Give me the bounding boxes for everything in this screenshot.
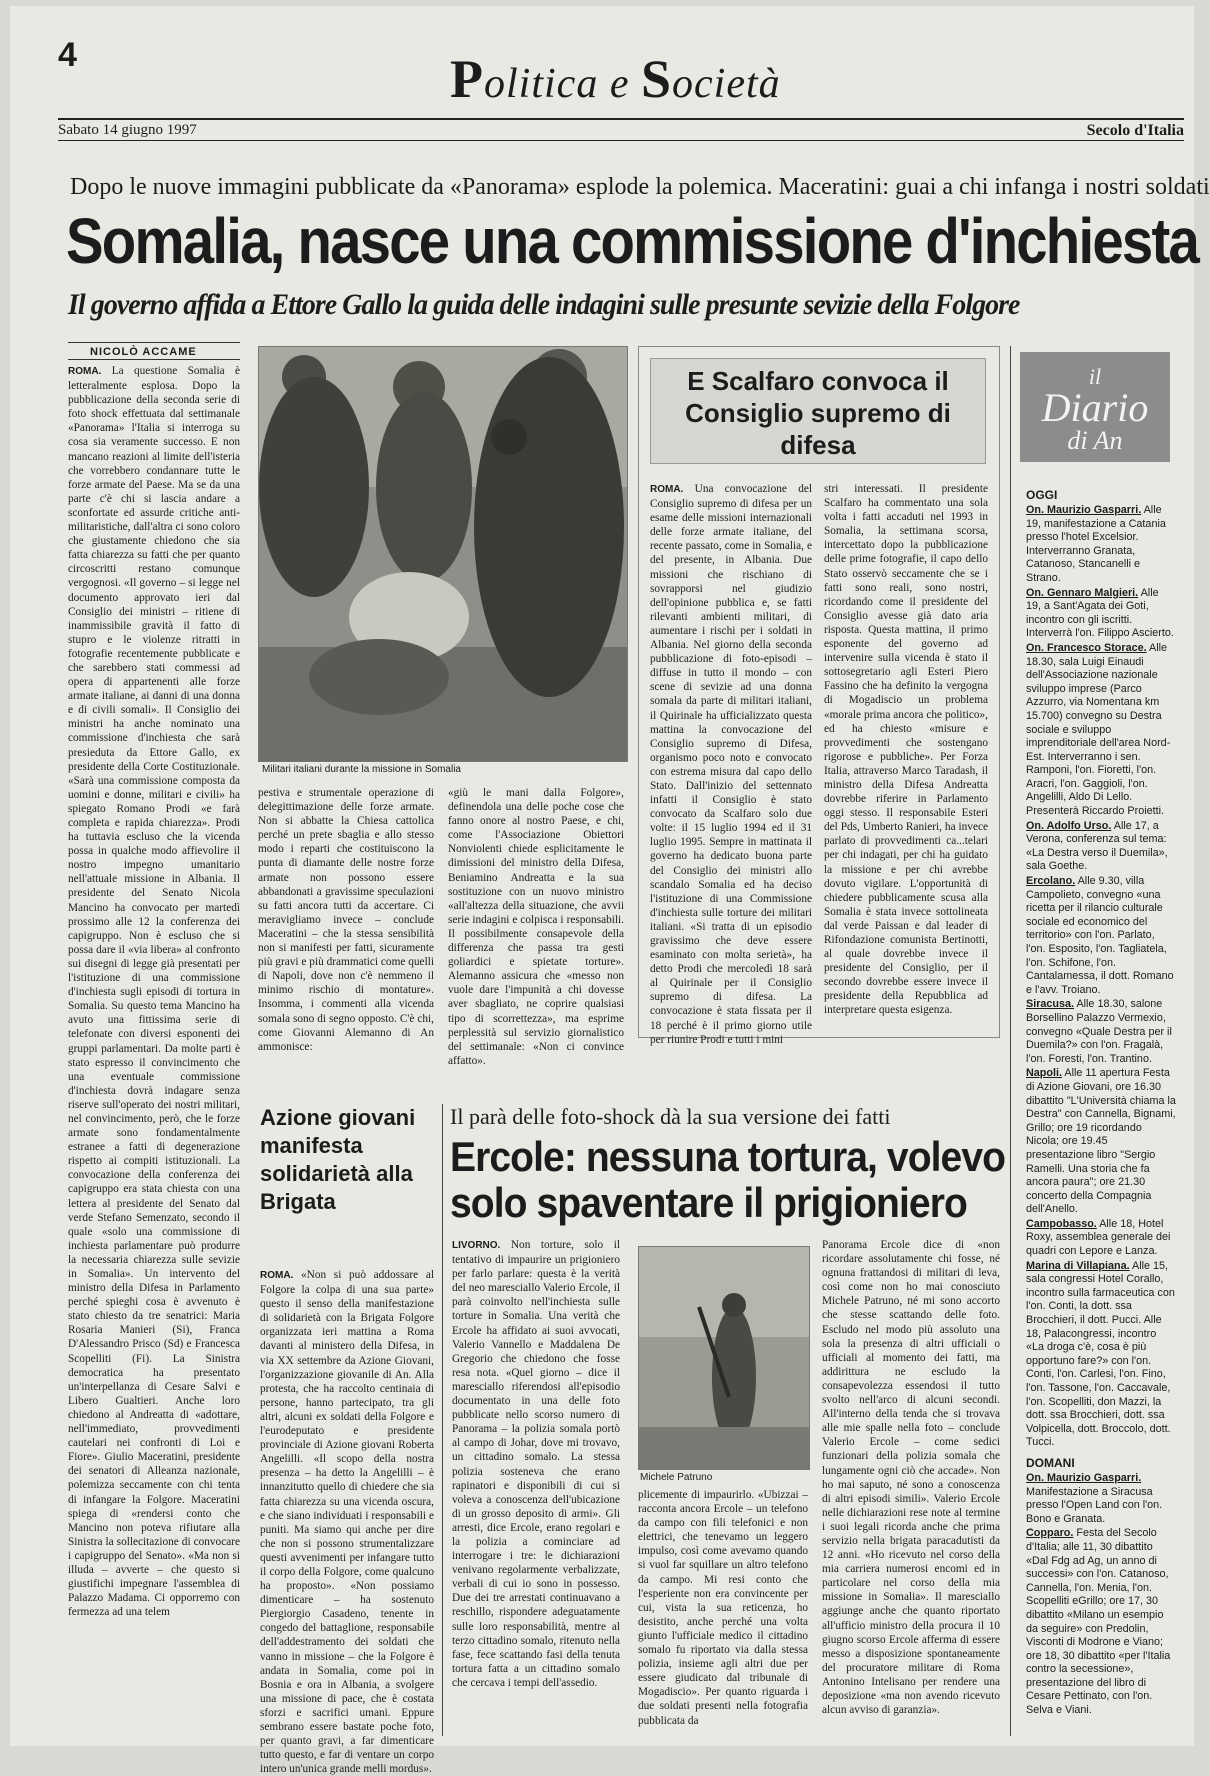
lead-column-1 [68,364,240,1740]
newspaper-page [10,6,1210,1776]
diario-event-text: Alle 15, sala congressi Hotel Corallo, incontro sulla farmaceutica con l'on. Conti, la dott. ssa Brocchieri, il dott. Pucci. Alle 18, Palacongressi, incontro «La droga c'è, cosa è più opportuno fare?» con l'on. Conti, l'on. Carlesi, l'on. Fino, l'on. Tassone, l'on. Caccavale, l'on. Scopelliti, don Mazzi, la dott. ssa Brocchieri, dott. ssa Volpicella, dott. Broccolo, dott. Tucci. [1026,1259,1175,1449]
byline: NICOLÒ ACCAME [90,346,197,358]
diario-event-text: Alle 19, manifestazione a Catania presso l'hotel Excelsior. Interverranno Granata, Catanoso, Stancanelli e Strano. [1026,504,1166,584]
ercole-headline [450,1134,1005,1226]
diario-logo-line-2: Diario [1041,385,1149,430]
ercole-dateline: LIVORNO. [452,1240,501,1251]
diario-event [1026,1527,1176,1717]
diario-event-text: Alle 18.30, sala Luigi Einaudi dell'Associazione nazionale sviluppo imprese (Parco Azzurro, via Nomentana km 15.700) convegno su Destra sociale e sviluppo imprenditoriale dell'area Nord-Est. Interverranno i sen. Ramponi, l'on. Fioretti, l'on. Aracri, l'on. Gaggioli, l'on. Angelilli, Aldo Di Lello. Presenterà Riccardo Proietti. [1026,641,1171,818]
section-title-part-1: olitica e [484,61,641,107]
lead-headline: Somalia, nasce una commissione d'inchiesta [66,205,1199,277]
diario-event-text: Festa del Secolo d'Italia; alle 11, 30 dibattito «Dal Fdg ad Ag, un anno di successi» con l'on. Catanoso, Cannella, l'on. Menia, l'on. Scopelliti eGrillo; ore 17, 30 dibattito «Milano un esempio da seguire» con Predolin, Visconti di Modrone e Viano; ore 18, 30 dibattito «per l'Italia contro la secessione», presentazione del libro di Cesare Pettinato, con l'on. Selva e Viani. [1026,1527,1171,1717]
scalfaro-column-1 [650,482,812,1046]
lead-column-3 [448,786,624,1080]
diario-event [1026,820,1176,874]
ercole-col3-text: Panorama Ercole dice di «non ricordare assolutamente chi fosse, né ognuna frattandosi di militari di leva, così come non ho mai conosciuto Michele Patruno, né mi sono accorto che stesse scattando delle foto. Escludo nel modo più assoluto una sola la presenza di altri ufficiali o ufficiali al momento dei fatti, ma addirittura ne escludo la consapevolezza essendosi il tutto svolto nell'arco di alcuni secondi. All'interno della tenda che si trovava alle mie spalle nella foto – conclude Valerio Ercole – come sedici funzionari della polizia somala che lungamente ogni ciò che accade». Non ho mai saputo, né sono a conoscenza di altri episodi simili». Valerio Ercole nelle dichiarazioni rese note al termine i suoi legali ricorda anche che prima servizio nella brigata paracadutisti da 12 anni. «Ho ricevuto nel corso della mia carriera numerosi encomi ed in particolare nel corso della mia missione in Somalia». Il maresciallo aggiunge anche che quanto riportato all'ufficio ministro della procura il 10 giugno scorso Ercole afferma di essere messo a disposizione spontaneamente del procuratore militare di Roma Antonino Intelisano per rendere una deposizione «ma non avendo ricevuto alcun avviso di garanzia». [822,1239,1000,1717]
ercole-column-2 [638,1488,808,1738]
section-title-part-2: ocietà [672,61,781,107]
oggi-heading: OGGI [1026,488,1058,502]
ercole-headline-line-2: solo spaventare il prigioniero [450,1179,967,1226]
lead-dateline: ROMA. [68,366,102,377]
scalfaro-headline: E Scalfaro convoca il Consiglio supremo di difesa [650,358,986,464]
diario-logo-line-3: di An [1067,426,1123,455]
diario-event-text: Alle 18.30, salone Borsellino Palazzo Vermexio, convegno «Quale Destra per il Duemila?» con l'on. Fragalà, l'on. Foresti, l'on. Trantino. [1026,998,1172,1065]
masthead-rule-bottom [58,140,1184,141]
diario-event [1026,1472,1176,1526]
diario-event-key: On. Maurizio Gasparri. [1026,1471,1142,1484]
diario-event [1026,998,1176,1066]
diario-event [1026,1218,1176,1259]
lead-col2-text: pestiva e strumentale operazione di delegittimazione delle forze armate. Non si abbatte la Chiesa cattolica perché un prete sbaglia e allo stesso modo i reparti che costituiscono la punta di diamante delle nostre forze armate non possono essere abbandonati a gravissime speculazioni su fatti ancora tutti da accertare. Ci meravigliamo invece – conclude Maceratini – che la stessa sensibilità non si manifesti per fatti, sicuramente più gravi e più drammatici come quelli di Napoli, dove non c'è nemmeno il minimo rischio di montature». Insomma, i commenti alla vicenda somala sono di segno opposto. C'è chi, come Giovanni Alemanno di An ammonisce: [258,787,434,1053]
section-title [450,48,781,110]
lead-subhead: Il governo affida a Ettore Gallo la guida delle indagini sulle presunte sevizie della Folgore [68,288,1020,321]
domani-items [1026,1472,1176,1718]
lead-kicker: Dopo le nuove immagini pubblicate da «Panorama» esplode la polemica. Maceratini: guai a chi infanga i nostri soldati [70,174,1210,200]
ercole-headline-line-1: Ercole: nessuna tortura, volevo [450,1133,1006,1180]
diario-event-key: Napoli. [1026,1067,1062,1080]
diario-event-key: Marina di Villapiana. [1026,1259,1130,1272]
scalfaro-dateline: ROMA. [650,484,684,495]
diario-event [1026,875,1176,997]
diario-logo [1020,352,1170,462]
diario-event-key: Copparo. [1026,1527,1074,1540]
section-cap-2: S [640,49,673,109]
diario-event-text: Alle 18, Hotel Roxy, assemblea generale dei quadri con Lepore e Lanza. [1026,1217,1171,1258]
diario-event [1026,642,1176,819]
section-cap-1: P [450,49,484,109]
patruno-photo-graphic [639,1247,809,1469]
lead-col1-text: La questione Somalia è letteralmente esplosa. Dopo la pubblicazione della seconda serie di foto shock effettuata dal settimanale «Panorama» l'Italia si interroga su cosa sia veramente successo. E non mancano reazioni al limite dell'isteria che vorrebbero condannare tutte le forze armate del Paese. Ma se da una parte c'è chi si lascia andare a sconfortate ed assurde critiche anti-militaristiche, dall'altra ci sono coloro che giustamente chiedono che sia fatta chiarezza su fatti che per quanto circoscritti restano comunque vergognosi. «Il governo – si legge nel documento approvato ieri dal Consiglio dei ministri – ritiene di inammissibile gravità il fatto di stupro e le violenze ritratti in fotografie recentemente pubblicate e che sarebbero stati commessi ad opera di appartenenti alle forze armate italiane, ai danni di una donna e di civili somali». Il Consiglio dei ministri ha anche nominato una commissione d'inchiesta che sarà presieduta da Ettore Gallo, ex presidente della Corte Costituzionale. «Sarà una commissione composta da uomini e donne, militari e civili» ha spiegato Romano Prodi «e farà completa e rapida chiarezza». Prodi ha tuttavia escluso che la vicenda possa in qualche modo affievolire il nostro impegno umanitario nell'attuale missione in Albania. Il presidente del Senato Nicola Mancino ha convocato per martedì prossimo alle 12 la conferenza dei capigruppo. Non è escluso che si possa dare il «via libera» al confronto sui disegni di legge già presentati per l'istituzione di una commissione d'inchiesta sugli episodi di tortura in Somalia. Su questo tema Mancino ha avuto una fittissima serie di telefonate con diversi esponenti dei gruppi parlamentari. Da molte parti è stato espresso il convincimento che una eventuale commissione d'inchiesta dovrà indagare senza riserve sull'operato dei nostri militari, nel convincimento, però, che le forze armate sono fondamentalmente estranee a fatti di degenerazione rispetto ai compiti istituzionali. La convocazione della conferenza dei capigruppo era stata chiesta con una lettera al presidente del Senato dal verde Stefano Semenzato, secondo il quale «solo una commissione di inchiesta parlamentare può produrre la necessaria chiarezza sulle sevizie in Somalia». Un intervento del ministro della Difesa in Parlamento perché spieghi cosa è avvenuto è stato chiesto da tre senatrici: Maria Rosaria Manieri (Si), Franca D'Alessandro Prisco (Sd) e Francesca Scopelliti (Fi). La Sinistra democratica ha presentato un'interpellanza di Cesare Salvi e Libero Gualtieri. Anche loro chiedono al Andreatta di «adottare, nell'immediato, provvedimenti cautelari nei confronti di Loi e Fiore». Giulio Maceratini, presidente dei senatori di Alleanza nazionale, polemizza seccamente con chi tenta di infangare la Folgore. Maceratini spiega di «rendersi conto che Mancino non poteva rifiutare alla Sinistra la sollecitazione di convocare i capigruppo del Senato». «Ma non si illuda – avverte – che questo si giustifichi impegnare l'assemblea di Palazzo Madama. Ci opporremo con fermezza ad una telem [68,365,240,1619]
domani-heading: DOMANI [1026,1455,1075,1470]
paper-name: Secolo d'Italia [1086,122,1184,139]
soldiers-photo-graphic [259,347,627,761]
diario-logo-line-1: il [1088,364,1102,389]
diario-event [1026,1260,1176,1450]
azione-column [260,1268,435,1776]
ercole-column-3 [822,1238,1000,1738]
diario-event-key: Siracusa. [1026,998,1075,1011]
diario-event [1026,504,1176,586]
scalfaro-col2-text: stri interessati. Il presidente Scalfaro ha commentato una sola volta i fatti accaduti nel 1993 in Somalia, la settimana scorsa, intercettato dopo la pubblicazione delle prime fotografie, il capo dello Stato osservò seccamente che se i fatti sono reali, sono nostri, ricordando come il presidente del Consiglio avesse già dato aria risposta. Questa mattina, il primo esponente del governo ad intervenire sulla vicenda è stato il sottosegretario agli Esteri Piero Fassino che ha definito la vergogna di Mogadiscio un problema «morale prima ancora che politico», ed ha chiesto «misure e provvedimenti che sostengano rigorose e pubbliche». Per Forza Italia, attraverso Marco Taradash, il ministro della Difesa Andreatta dovrebbe riferire in Parlamento oggi stesso. Il responsabile Esteri del Pds, Umberto Ranieri, ha invece parlato di provvedimenti ca...telari per chi indagati, per chi ha guidato la missione e per chi avrebbe dovuto vigilare. L'opportunità di chiedere pubblicamente scusa alla Somalia è stata invece sottolineata dal verde Paissan e dal leader di Rifondazione comunista Bertinotti, al quale dovrebbe invece il presidente del Consiglio, per il secondo dovrebbe essere invece il presidente della Repubblica ad interpretare questa esigenza. [824,483,988,1017]
azione-dateline: ROMA. [260,1270,294,1281]
diario-event-text: Manifestazione a Siracusa presso l'Open Land con l'on. Bono e Granata. [1026,1485,1163,1525]
diario-divider [1010,346,1011,1736]
patruno-photo [638,1246,810,1470]
azione-headline: Azione giovani manifesta solidarietà alla Brigata [260,1105,416,1214]
soldiers-photo [258,346,628,762]
diario-event-text: Alle 17, a Verona, conferenza sul tema: «La Destra verso il Duemila», sala Goethe. [1026,819,1168,873]
diario-event-text: Alle 11 apertura Festa di Azione Giovani, ore 16.30 dibattito "L'Università chiama la Destra" con Cannella, Bignami, Grillo; ore 19 ricordando Nicola; ore 19.45 presentazione libro "Sergio Ramelli. Una storia che fa ancora paura"; ore 21.30 concerto della Compagnia dell'Anello. [1026,1067,1176,1216]
lead-column-2 [258,786,434,1080]
diario-event [1026,1067,1176,1217]
byline-rule-top [68,342,240,343]
diario-event-key: Ercolano. [1026,875,1076,888]
ercole-col1-text: Non torture, solo il tentativo di impaurire un prigioniero per farlo parlare: questa è la verità del neo maresciallo Valerio Ercole, il parà coinvolto nell'inchiesta sulle torture in Somalia. Una verità che Ercole ha affidato ai suoi avvocati, Valerio Vannello e Maddalena De Gregorio che chiedono che fosse resa nota. «Quel giorno – dice il maresciallo riferendosi all'episodio documentato in una delle foto pubblicate nello scorso numero di Panorama – la polizia somala portò al campo di Johar, dove mi trovavo, un cittadino somalo. La stessa polizia sosteneva che erano rapinatori e disponibili di cui si voleva a conoscenza dell'ubicazione di un grosso deposito di armi». Gli arresti, dice Ercole, erano regolari e la polizia a cominciare ad interrogare i tre: le dichiarazioni venivano regolarmente verbalizzate, verbali di cui io sono in possesso. Due dei tre arrestati continuavano a reschillo, rispondere adeguatamente sulle loro responsabilità, mentre al terzo cittadino somalo, ritenuto nella fase, fece scattando fasi della tenuta tortura fatta a un cittadino somalo che cercava i tempi dell'assedio. [452,1239,620,1689]
diario-event-text: Alle 19, a Sant'Agata dei Goti, incontro con gli iscritti. Interverrà l'on. Filippo Ascierto. [1026,586,1174,640]
ercole-column-1 [452,1238,620,1738]
byline-rule-bottom [68,359,240,360]
masthead-rule-top [58,118,1184,120]
azione-text: «Non si può addossare al Folgore la colpa di una sua parte» questo il senso della manifestazione di solidarietà con la Brigata Folgore organizzata ieri mattina a Roma davanti al ministero della Difesa, in via XX settembre da Azione Giovani, l'organizzazione giovanile di An. Alla protesta, che ha raccolto centinaia di persone, hanno partecipato, tra gli altri, alcuni ex soldati della Folgore e l'eurodeputato e presidente provinciale di Azione giovani Roberta Angelilli. «Il scopo della nostra presenza – ha detto la Angelilli – è innanzitutto quello di chiedere che sia fatta chiarezza su una vicenda oscura, e che siano individuati i responsabili e puniti. Ma siamo qui anche per dire che non si possono strumentalizzare questi avvenimenti per infangare tutto il corpo della Folgore, come qualcuno ha proposto». «Non possiamo dimenticare – ha sostenuto Piergiorgio Casadeno, tenente in congedo del battaglione, responsabile dell'addestramento dei soldati che vanno in missione – che la Folgore è andata in Somalia, come poi in Bosnia e ora in Albania, a svolgere una missione di pace, che è costata sforzi e sacrifici umani. Eppure sembrano essere bastate poche foto, per quanto gravi, a far dimenticare tutto questo, e far di ventare un corpo intero un'unica grande melli mordus». [260,1269,435,1776]
oggi-items [1026,504,1176,1450]
page-number: 4 [58,36,77,74]
azione-divider [442,1104,443,1736]
lead-col3-text: «giù le mani dalla Folgore», definendola una delle poche cose che fanno onore al nostro Paese, e chi, come l'Associazione Obiettori Nonviolenti chiede esplicitamente le dimissioni del ministro della Difesa, Beniamino Andreatta e la sua sostituzione con un nuovo ministro «all'altezza della situazione, che avvii serie indagini e colpisca i responsabili. Il possibilmente consapevole della differenza che passa tra gesti goliardici e spietate torture». Alemanno assicura che «messo non vuole dare l'impunità a chi dovesse aver sbagliato, ne coprire qualsiasi tipo di scorrettezza», ma esprime perplessità sul servizio giornalistico del settimanale: «Non ci convince affatto». [448,787,624,1067]
scalfaro-column-2 [824,482,988,1030]
diario-event-text: Alle 9.30, villa Campolieto, convegno «una ricetta per il rilancio culturale sociale ed economico del territorio» con l'on. Parlato, l'on. Esposito, l'on. Tagliatela, l'on. Schifone, l'on. Cantalamessa, il dott. Romano e l'avv. Troiano. [1026,875,1174,996]
scalfaro-col1-text: Una convocazione del Consiglio supremo di difesa per un esame delle missioni internazionali delle forze armate italiane, del recente passato, come in Somalia, e del presente, in Albania. Due missioni che rischiano di sovrapporsi nel giudizio dell'opinione pubblica e, se fatti rilevanti ambienti militari, di aumentare i rischi per i soldati in Albania. Nel giorno della seconda pubblicazione di foto-episodi – diffuse in tutto il mondo – con scene di sevizie ad una donna somala da parte di militari italiani, il Quirinale ha ufficializzato questa mattina la convocazione del Consiglio supremo di Difesa, organismo poco noto e convocato con estrema misura dal capo dello Stato. Dall'inizio del settennato infatti il Consiglio è stato convocato da Scalfaro solo due volte: il 15 luglio 1994 ed il 31 luglio 1995. Sempre in mattinata il governo ha dedicato buona parte del Consiglio dei ministri allo scandalo Somalia ed ha deciso l'istituzione di una Commissione d'inchiesta sulle torture dei militari italiani. «Si tratta di un episodio gravissimo che deve essere esaminato con molta serietà», ha detto Prodi che mercoledì 18 sarà al Quirinale per il Consiglio supremo di difesa. La convocazione è stata fissata per il 18 perché è il primo giorno utile per riunire Prodi e tutti i mini [650,483,812,1046]
patruno-photo-caption: Michele Patruno [640,1472,713,1483]
ercole-col2-text: plicemente di impaurirlo. «Ubizzai – racconta ancora Ercole – un telefono da campo con fili telefonici e non elettrici, che tenevamo un leggero impulso, così come avevamo quando si vuol far squillare un altro telefono da campo. Mi resi conto che l'esperiente non era convincente per cui, vista la sua reticenza, ho desistito, anche perché una volta giunto l'ufficiale medico il cittadino somalo fu riportato via dalla stessa polizia, insieme agli altri due per essere giudicato dal tribunale di Mogadiscio». Per quanto riguarda i due soldati presenti nella fotografia pubblicata da [638,1489,808,1727]
issue-date: Sabato 14 giugno 1997 [58,122,197,138]
diario-list [1026,484,1176,1719]
soldiers-photo-caption: Militari italiani durante la missione in Somalia [262,764,461,775]
diario-event-key: On. Maurizio Gasparri. [1026,504,1142,516]
diario-event-key: On. Francesco Storace. [1026,641,1147,654]
diario-event-key: Campobasso. [1026,1217,1097,1230]
diario-event [1026,587,1176,641]
diario-event-key: On. Adolfo Urso. [1026,819,1112,832]
diario-event-key: On. Gennaro Malgieri. [1026,586,1139,599]
ercole-kicker: Il parà delle foto-shock dà la sua versione dei fatti [450,1104,891,1129]
